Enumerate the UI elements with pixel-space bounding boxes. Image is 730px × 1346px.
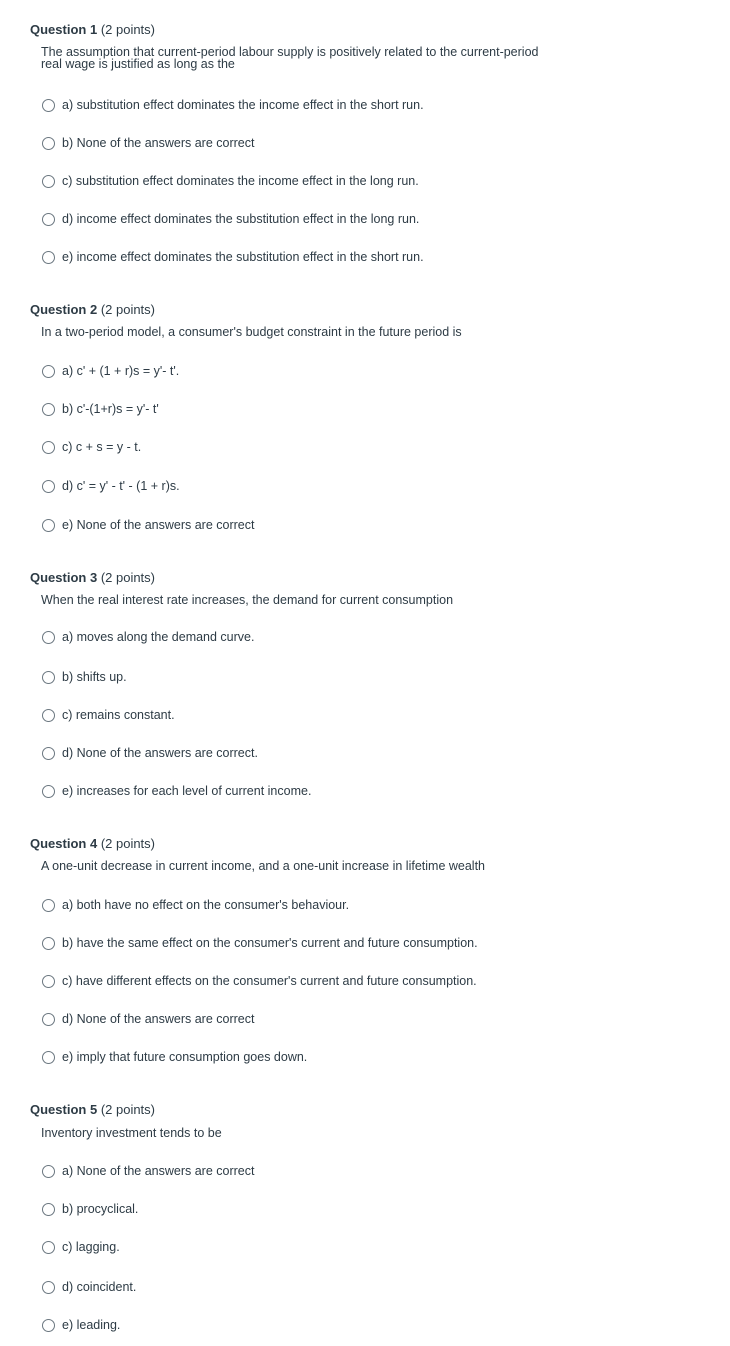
option-label: b) have the same effect on the consumer's current and future consumption. [62,936,478,950]
question-3-title [30,570,155,586]
question-5-option-c[interactable] [42,1239,120,1255]
question-3-option-b[interactable] [42,669,127,685]
option-label: d) coincident. [62,1280,137,1294]
question-3-option-d[interactable] [42,745,258,761]
option-label: c) remains constant. [62,708,175,722]
option-label: b) None of the answers are correct [62,136,255,150]
question-2-option-b[interactable] [42,401,159,417]
question-4-option-e[interactable] [42,1049,307,1065]
question-2-option-a[interactable] [42,363,179,379]
option-label: b) c'-(1+r)s = y'- t' [62,402,159,416]
question-4-option-c[interactable] [42,973,477,989]
question-5-title [30,1102,155,1118]
question-label: Question 1 [30,22,98,37]
question-1-option-c[interactable] [42,173,419,189]
question-1-text: The assumption that current-period labour supply is positively related to the current-period real wage is justified as long as the [41,45,539,71]
radio-button[interactable] [42,365,55,378]
option-label: e) increases for each level of current income. [62,784,312,798]
option-label: a) c' + (1 + r)s = y'- t'. [62,364,180,378]
radio-button[interactable] [42,1051,55,1064]
radio-button[interactable] [42,1241,55,1254]
option-label: e) imply that future consumption goes down. [62,1050,308,1064]
question-4-option-b[interactable] [42,935,478,951]
radio-button[interactable] [42,631,55,644]
option-label: e) None of the answers are correct [62,518,255,532]
question-points: (2 points) [100,570,156,585]
radio-button[interactable] [42,1013,55,1026]
radio-button[interactable] [42,213,55,226]
radio-button[interactable] [42,1203,55,1216]
radio-button[interactable] [42,175,55,188]
question-1-option-d[interactable] [42,211,419,227]
radio-button[interactable] [42,937,55,950]
radio-button[interactable] [42,441,55,454]
question-3-text: When the real interest rate increases, the demand for current consumption [41,593,454,607]
option-label: e) leading. [62,1318,121,1332]
radio-button[interactable] [42,975,55,988]
question-label: Question 3 [30,570,98,585]
radio-button[interactable] [42,1281,55,1294]
option-label: b) procyclical. [62,1202,139,1216]
question-1-title [30,22,155,38]
option-label: a) None of the answers are correct [62,1164,255,1178]
radio-button[interactable] [42,403,55,416]
radio-button[interactable] [42,137,55,150]
question-points: (2 points) [100,302,156,317]
option-label: b) shifts up. [62,670,127,684]
option-label: d) None of the answers are correct. [62,746,258,760]
question-label: Question 4 [30,836,98,851]
radio-button[interactable] [42,480,55,493]
radio-button[interactable] [42,251,55,264]
option-label: c) have different effects on the consumer's current and future consumption. [62,974,477,988]
question-4-text: A one-unit decrease in current income, and a one-unit increase in lifetime wealth [41,859,486,873]
question-points: (2 points) [100,1102,156,1117]
question-2-text: In a two-period model, a consumer's budget constraint in the future period is [41,325,462,339]
question-label: Question 2 [30,302,98,317]
question-2-option-c[interactable] [42,439,141,455]
radio-button[interactable] [42,1319,55,1332]
radio-button[interactable] [42,1165,55,1178]
radio-button[interactable] [42,899,55,912]
option-label: d) income effect dominates the substitution effect in the long run. [62,212,420,226]
option-label: d) None of the answers are correct [62,1012,255,1026]
radio-button[interactable] [42,785,55,798]
question-label: Question 5 [30,1102,98,1117]
question-2-option-d[interactable] [42,478,180,494]
question-5-option-e[interactable] [42,1317,120,1333]
question-5-option-a[interactable] [42,1163,254,1179]
question-2-title [30,302,155,318]
radio-button[interactable] [42,671,55,684]
radio-button[interactable] [42,519,55,532]
option-label: e) income effect dominates the substitution effect in the short run. [62,250,424,264]
question-2-option-e[interactable] [42,517,254,533]
question-points: (2 points) [100,836,156,851]
question-4-option-d[interactable] [42,1011,254,1027]
question-5-option-b[interactable] [42,1201,138,1217]
question-1-option-a[interactable] [42,97,424,113]
question-5-text: Inventory investment tends to be [41,1126,222,1140]
radio-button[interactable] [42,747,55,760]
option-label: c) substitution effect dominates the income effect in the long run. [62,174,419,188]
question-4-option-a[interactable] [42,897,349,913]
option-label: d) c' = y' - t' - (1 + r)s. [62,479,180,493]
option-label: a) moves along the demand curve. [62,630,255,644]
option-label: c) c + s = y - t. [62,440,142,454]
option-label: a) substitution effect dominates the income effect in the short run. [62,98,424,112]
question-3-option-c[interactable] [42,707,175,723]
question-3-option-a[interactable] [42,629,254,645]
question-points: (2 points) [100,22,156,37]
question-1-option-e[interactable] [42,249,424,265]
question-3-option-e[interactable] [42,783,311,799]
question-4-title [30,836,155,852]
radio-button[interactable] [42,709,55,722]
option-label: c) lagging. [62,1240,120,1254]
question-5-option-d[interactable] [42,1279,136,1295]
option-label: a) both have no effect on the consumer's behaviour. [62,898,350,912]
radio-button[interactable] [42,99,55,112]
question-1-option-b[interactable] [42,135,254,151]
